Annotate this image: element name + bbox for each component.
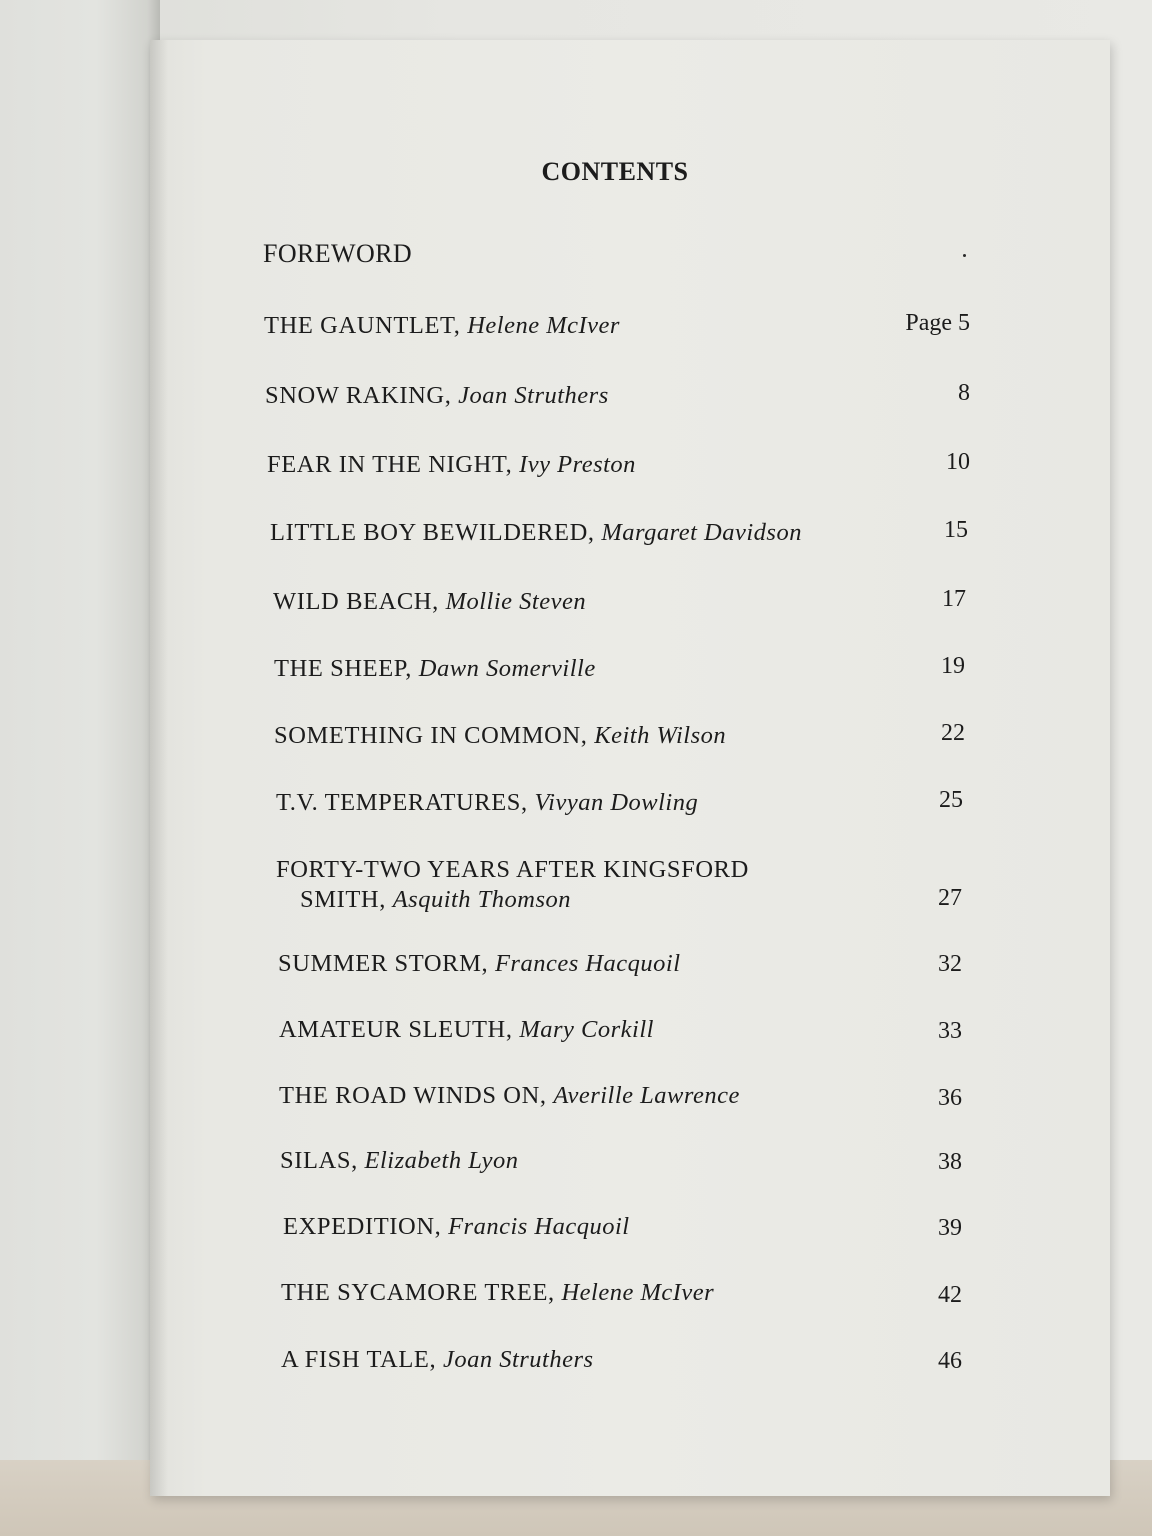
toc-entry bbox=[273, 588, 586, 616]
entry-author: Ivy Preston bbox=[519, 451, 636, 478]
entry-author: Asquith Thomson bbox=[392, 886, 572, 913]
entry-page-number: 46 bbox=[938, 1348, 962, 1374]
entry-page-number: 8 bbox=[958, 380, 970, 406]
entry-page-number: 25 bbox=[939, 787, 963, 813]
page-gutter-shadow bbox=[150, 40, 168, 1496]
toc-entry bbox=[280, 1147, 518, 1175]
entry-title: EXPEDITION, bbox=[283, 1213, 442, 1240]
toc-entry bbox=[281, 1346, 594, 1374]
toc-entry bbox=[270, 519, 802, 547]
entry-author: Mollie Steven bbox=[445, 588, 587, 615]
entry-page-number: 32 bbox=[938, 951, 962, 977]
entry-page-number: 27 bbox=[938, 885, 962, 911]
toc-entry bbox=[279, 1016, 654, 1044]
entry-title-continued-line bbox=[276, 885, 749, 915]
entry-title: SOMETHING IN COMMON, bbox=[274, 722, 588, 749]
entry-title: THE SYCAMORE TREE, bbox=[281, 1279, 555, 1306]
foreword-entry: FOREWORD bbox=[263, 239, 413, 268]
entry-author: Elizabeth Lyon bbox=[364, 1147, 519, 1174]
previous-page bbox=[0, 0, 160, 1536]
toc-entry bbox=[274, 722, 726, 750]
toc-entry bbox=[265, 382, 609, 410]
entry-author: Frances Hacquoil bbox=[494, 950, 681, 977]
toc-entry bbox=[264, 312, 620, 340]
page-label: Page bbox=[905, 310, 952, 336]
entry-author: Joan Struthers bbox=[442, 1346, 594, 1373]
entry-page-number: 36 bbox=[938, 1085, 962, 1111]
entry-page-number: 33 bbox=[938, 1018, 962, 1044]
entry-author: Vivyan Dowling bbox=[534, 789, 699, 816]
entry-author: Francis Hacquoil bbox=[448, 1213, 630, 1240]
entry-title: SUMMER STORM, bbox=[278, 950, 489, 977]
toc-entry bbox=[274, 655, 596, 683]
toc-entry bbox=[279, 1082, 740, 1110]
contents-page bbox=[150, 40, 1110, 1496]
page-number: 5 bbox=[958, 310, 970, 336]
entry-title: AMATEUR SLEUTH, bbox=[279, 1016, 513, 1043]
toc-entry bbox=[276, 789, 698, 817]
entry-author: Margaret Davidson bbox=[601, 519, 802, 546]
entry-title: THE SHEEP, bbox=[274, 655, 413, 682]
contents-heading: CONTENTS bbox=[541, 157, 689, 186]
entry-author: Dawn Somerville bbox=[418, 655, 596, 682]
entry-title: SNOW RAKING, bbox=[265, 382, 452, 409]
entry-author: Joan Struthers bbox=[458, 382, 609, 409]
entry-title: FEAR IN THE NIGHT, bbox=[267, 451, 513, 478]
toc-entry bbox=[283, 1213, 630, 1241]
previous-page-show-through bbox=[22, 360, 38, 434]
entry-title: FORTY-TWO YEARS AFTER KINGSFORD bbox=[276, 856, 749, 883]
entry-title-continued: SMITH, bbox=[300, 886, 386, 913]
toc-entry bbox=[276, 855, 749, 915]
foreword-dot bbox=[963, 254, 966, 257]
toc-entry bbox=[267, 451, 636, 479]
entry-page-number: 38 bbox=[938, 1149, 962, 1175]
entry-title: A FISH TALE, bbox=[281, 1346, 437, 1373]
entry-page-number: 19 bbox=[941, 653, 965, 679]
entry-page-number: 42 bbox=[938, 1282, 962, 1308]
entry-page-number: 39 bbox=[938, 1215, 962, 1241]
entry-author: Keith Wilson bbox=[594, 722, 727, 749]
entry-title: THE GAUNTLET, bbox=[264, 312, 461, 339]
entry-title: THE ROAD WINDS ON, bbox=[279, 1082, 547, 1109]
entry-author: Averille Lawrence bbox=[553, 1082, 740, 1109]
entry-page-number: 17 bbox=[942, 586, 966, 612]
entry-title: SILAS, bbox=[280, 1147, 358, 1174]
toc-entry bbox=[281, 1279, 714, 1307]
entry-page-number: 10 bbox=[946, 449, 970, 475]
entry-author: Helene McIver bbox=[467, 312, 620, 339]
entry-page-number: 22 bbox=[941, 720, 965, 746]
entry-page-number: 15 bbox=[944, 517, 968, 543]
toc-entry bbox=[278, 950, 681, 978]
entry-author: Helene McIver bbox=[561, 1279, 715, 1306]
entry-title: LITTLE BOY BEWILDERED, bbox=[270, 519, 595, 546]
entry-title: WILD BEACH, bbox=[273, 588, 439, 615]
entry-title: T.V. TEMPERATURES, bbox=[276, 789, 528, 816]
entry-page-number bbox=[880, 310, 970, 337]
entry-author: Mary Corkill bbox=[519, 1016, 654, 1043]
